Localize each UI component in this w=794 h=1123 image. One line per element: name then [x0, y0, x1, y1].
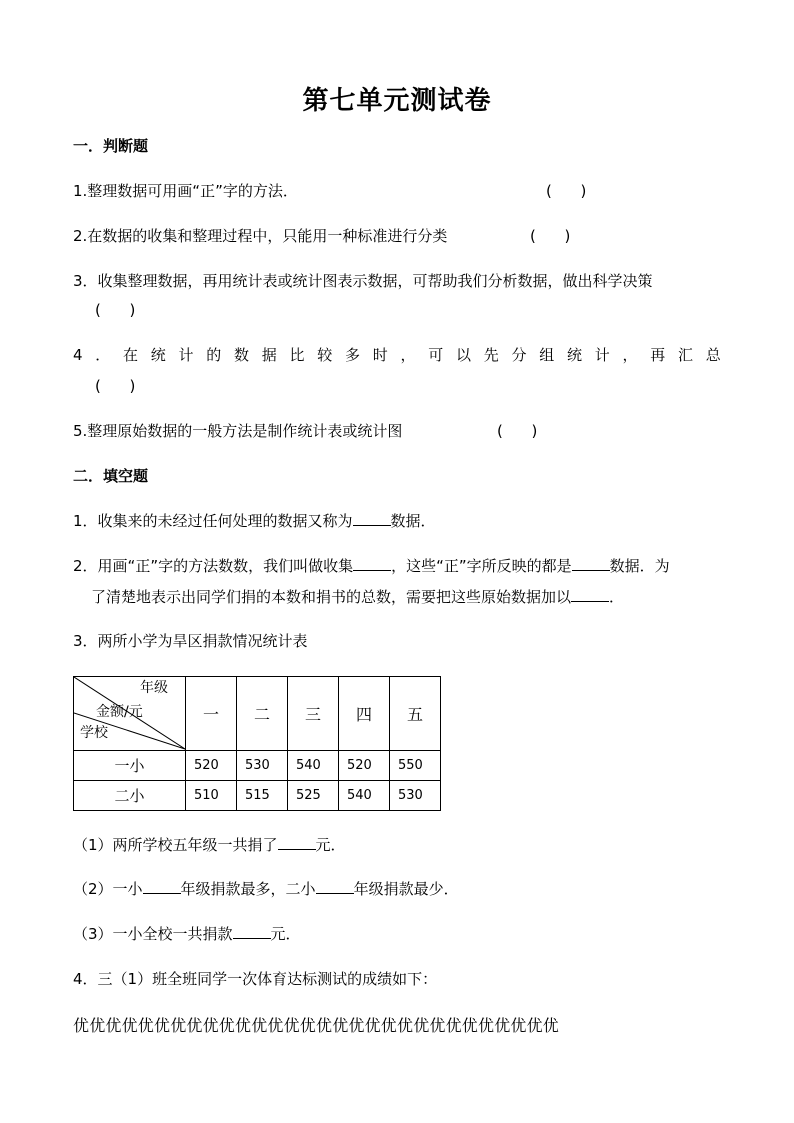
q4-char: 多	[345, 346, 361, 364]
value-cell: 530	[237, 751, 288, 781]
corner-school-label: 学校	[80, 725, 108, 741]
sub3-text-b: 元．	[270, 925, 301, 943]
fill-question-3: 3．两所小学为旱区捐款情况统计表	[73, 632, 308, 650]
school-name-cell: 二小	[74, 781, 186, 811]
q4-char: 可	[428, 346, 444, 364]
q4-char: 总	[705, 346, 721, 364]
grade-header: 五	[390, 677, 441, 751]
sub1-text-a: （1）两所学校五年级一共捐了	[73, 836, 278, 854]
judgment-question-3: 3．收集整理数据，再用统计表或统计图表示数据，可帮助我们分析数据，做出科学决策	[73, 272, 653, 290]
q4-char: 以	[456, 346, 472, 364]
donation-table	[73, 676, 441, 811]
value-cell: 530	[390, 781, 441, 811]
q4-char: ．	[95, 346, 111, 364]
fill-blank[interactable]	[143, 879, 181, 894]
q4-char: 再	[650, 346, 666, 364]
value-cell: 540	[288, 751, 339, 781]
fill-blank[interactable]	[278, 835, 316, 850]
answer-paren-1[interactable]: ( )	[546, 182, 587, 200]
fill-blank[interactable]	[316, 879, 354, 894]
answer-paren-2[interactable]: ( )	[530, 227, 571, 245]
subquestion-2	[73, 879, 459, 899]
fill-question-2	[73, 556, 670, 576]
table-corner-cell	[74, 677, 186, 751]
fill-question-4: 4．三（1）班全班同学一次体育达标测试的成绩如下：	[73, 970, 438, 988]
corner-grade-label: 年级	[140, 680, 168, 696]
q4-char: 在	[123, 346, 139, 364]
fill-q1-text-b: 数据．	[390, 512, 436, 530]
fill-blank[interactable]	[233, 924, 271, 939]
q4-char: 较	[317, 346, 333, 364]
sub2-text-b: 年级捐款最多，二小	[180, 880, 316, 898]
subquestion-3	[73, 924, 301, 944]
sub2-text-c: 年级捐款最少．	[353, 880, 459, 898]
value-cell: 525	[288, 781, 339, 811]
subquestion-1	[73, 835, 346, 855]
value-cell: 520	[339, 751, 390, 781]
sub1-text-b: 元．	[315, 836, 346, 854]
q4-char: ，	[400, 346, 416, 364]
answer-paren-5[interactable]: ( )	[497, 422, 538, 440]
q4-char: 据	[261, 346, 277, 364]
answer-paren-4[interactable]: ( )	[95, 377, 136, 395]
judgment-question-2: 2.在数据的收集和整理过程中，只能用一种标准进行分类	[73, 227, 448, 245]
corner-amount-label: 金额/元	[96, 704, 143, 720]
q4-char: 时	[372, 346, 388, 364]
q4-char: 4	[73, 346, 83, 364]
section-fill-heading: 二．填空题	[73, 467, 149, 485]
page-title: 第七单元测试卷	[302, 86, 492, 116]
judgment-question-1: 1.整理数据可用画“正”字的方法．	[73, 182, 298, 200]
value-cell: 550	[390, 751, 441, 781]
value-cell: 540	[339, 781, 390, 811]
value-cell: 510	[186, 781, 237, 811]
grade-header: 三	[288, 677, 339, 751]
fill-blank[interactable]	[571, 587, 609, 602]
fill-question-2-cont	[91, 587, 624, 607]
q4-char: 的	[206, 346, 222, 364]
value-cell: 520	[186, 751, 237, 781]
section-judgment-heading: 一．判断题	[73, 137, 149, 155]
q4-char: 比	[289, 346, 305, 364]
grades-sequence: 优优优优优优优优优优优优优优优优优优优优优优优优优优优优优优	[73, 1016, 560, 1035]
fill-blank[interactable]	[572, 556, 610, 571]
fill-q1-text-a: 1．收集来的未经过任何处理的数据又称为	[73, 512, 353, 530]
fill-q2-text-a: 2．用画“正”字的方法数数，我们叫做收集	[73, 557, 354, 575]
grade-header: 四	[339, 677, 390, 751]
judgment-question-5: 5.整理原始数据的一般方法是制作统计表或统计图	[73, 422, 403, 440]
fill-blank[interactable]	[353, 556, 391, 571]
q4-char: 先	[483, 346, 499, 364]
q4-char: 计	[178, 346, 194, 364]
school-name-cell: 一小	[74, 751, 186, 781]
fill-q2-text-c: 数据．为	[609, 557, 670, 575]
fill-q2-text-e: ．	[609, 588, 625, 606]
sub2-text-a: （2）一小	[73, 880, 143, 898]
table-row	[74, 781, 441, 811]
answer-paren-3[interactable]: ( )	[95, 301, 136, 319]
q4-char: 组	[539, 346, 555, 364]
q4-char: 汇	[678, 346, 694, 364]
q4-char: 统	[567, 346, 583, 364]
table-header-row	[74, 677, 441, 751]
grade-header: 二	[237, 677, 288, 751]
judgment-question-4	[73, 345, 721, 365]
fill-question-1	[73, 511, 436, 531]
fill-blank[interactable]	[353, 511, 391, 526]
q4-char: 数	[234, 346, 250, 364]
q4-char: ，	[622, 346, 638, 364]
fill-q2-text-d: 了清楚地表示出同学们捐的本数和捐书的总数，需要把这些原始数据加以	[91, 588, 572, 606]
grade-header: 一	[186, 677, 237, 751]
value-cell: 515	[237, 781, 288, 811]
table-row	[74, 751, 441, 781]
fill-q2-text-b: ，这些“正”字所反映的都是	[391, 557, 572, 575]
q4-char: 计	[594, 346, 610, 364]
sub3-text-a: （3）一小全校一共捐款	[73, 925, 233, 943]
q4-char: 分	[511, 346, 527, 364]
q4-char: 统	[150, 346, 166, 364]
